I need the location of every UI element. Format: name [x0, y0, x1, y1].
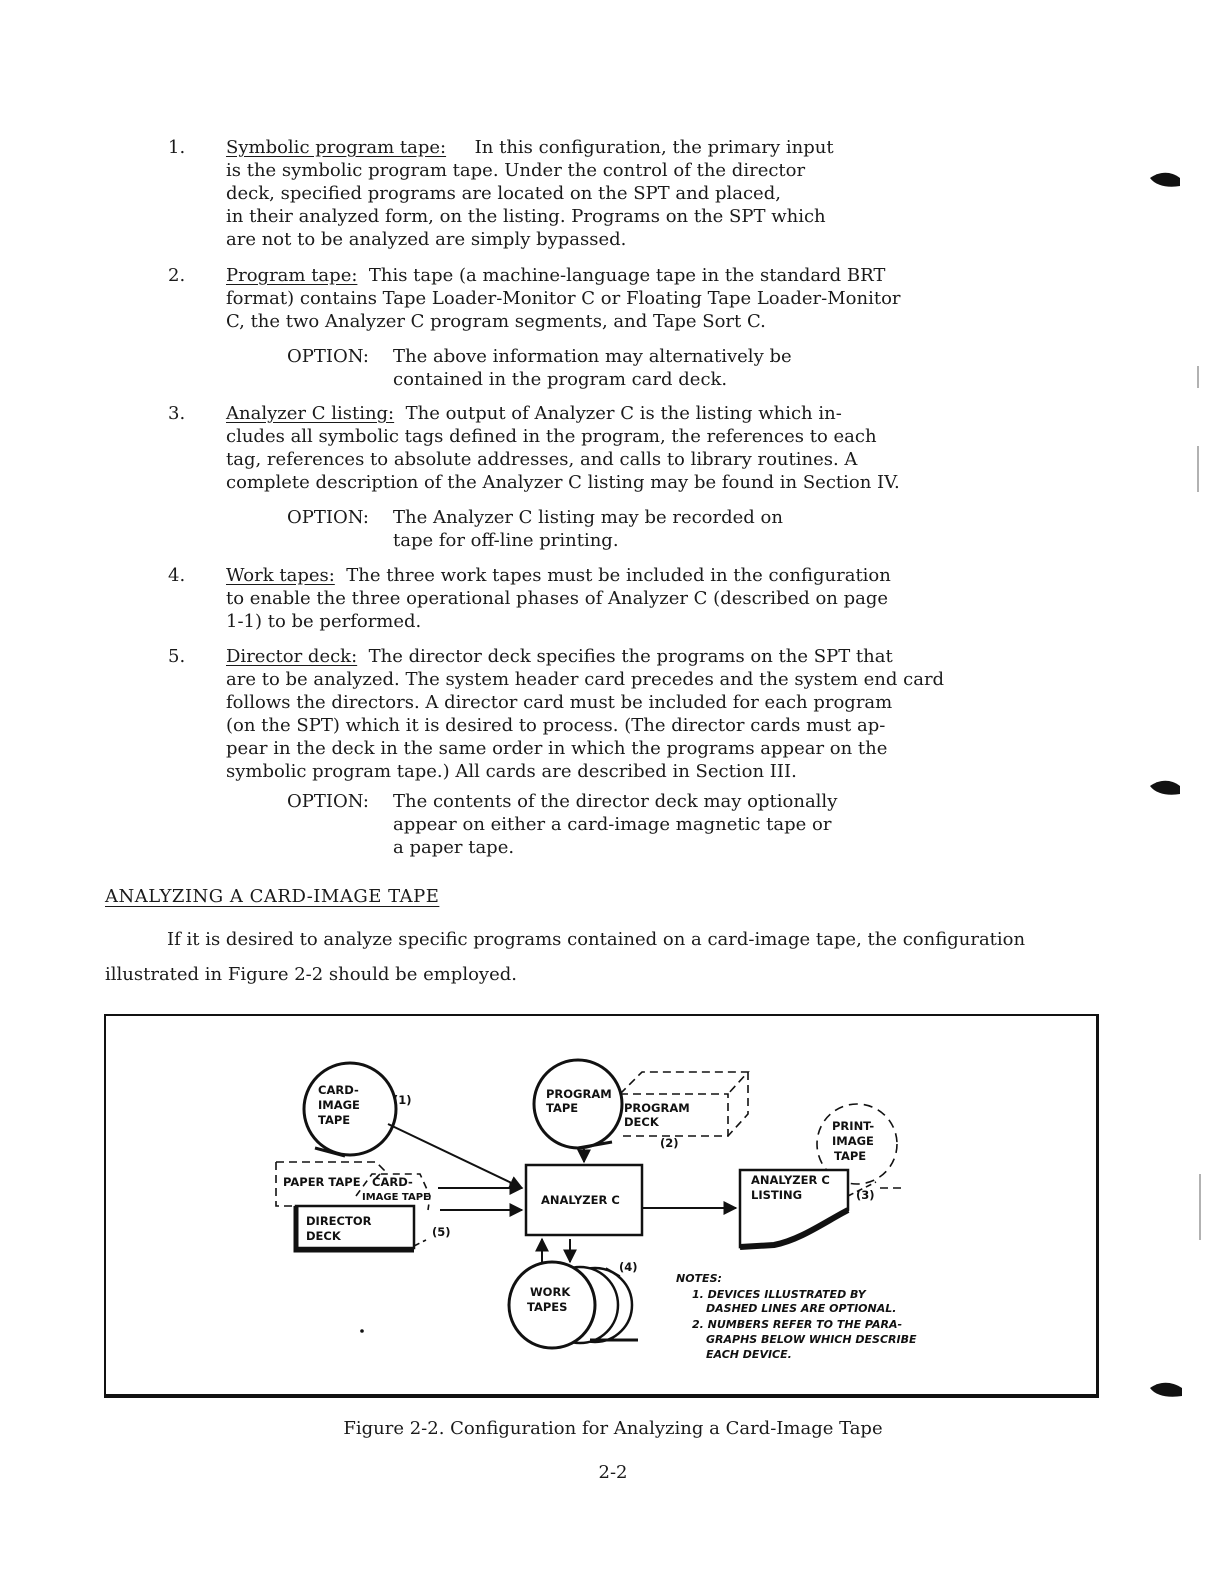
item-line: to enable the three operational phases of Analyzer C (described on page: [226, 588, 889, 609]
work-tapes: [509, 1260, 638, 1348]
item-number: 3.: [168, 403, 186, 424]
item-title: Director deck:: [226, 646, 358, 667]
item-line: complete description of the Analyzer C listing may be found in Section IV.: [226, 472, 900, 493]
analyzer-c-box: [526, 1165, 642, 1235]
program-tape-reel: [534, 1060, 622, 1148]
program-tape-label-2: TAPE: [546, 1101, 579, 1115]
item-line: are to be analyzed. The system header card precedes and the system end card: [226, 669, 945, 690]
option-line: The above information may alternatively be: [393, 346, 792, 367]
work-tapes-ref: (4): [619, 1260, 638, 1274]
item-line: in their analyzed form, on the listing. Programs on the SPT which: [226, 206, 826, 227]
director-deck-label-1: DIRECTOR: [306, 1214, 372, 1228]
card-image-tape-opt-label-2: IMAGE TAPE: [362, 1192, 430, 1203]
item-line: format) contains Tape Loader-Monitor C or Floating Tape Loader-Monitor: [226, 288, 901, 309]
analyzer-c-label: ANALYZER C: [541, 1193, 620, 1207]
item-line: is the symbolic program tape. Under the control of the director: [226, 160, 806, 181]
option-label: OPTION:: [287, 791, 369, 812]
print-image-tape-label-2: IMAGE: [832, 1134, 874, 1148]
page-number: 2-2: [598, 1462, 628, 1483]
program-deck-label-1: PROGRAM: [624, 1101, 690, 1115]
card-image-tape-label-3: TAPE: [318, 1113, 351, 1127]
item-title: Program tape:: [226, 265, 358, 286]
item-title: Work tapes:: [226, 565, 335, 586]
notes-line-2: DASHED LINES ARE OPTIONAL.: [706, 1302, 897, 1315]
card-image-tape-label-1: CARD-: [318, 1083, 359, 1097]
notes-heading: NOTES:: [676, 1272, 722, 1285]
item-line: The director deck specifies the programs on the SPT that: [368, 646, 893, 667]
analyzer-c-listing: [740, 1170, 875, 1247]
item-line: pear in the deck in the same order in which the programs appear on the: [226, 738, 888, 759]
item-line: symbolic program tape.) All cards are described in Section III.: [226, 761, 797, 782]
notes-line-1: 1. DEVICES ILLUSTRATED BY: [692, 1288, 866, 1301]
print-image-tape-label-3: TAPE: [834, 1149, 867, 1163]
item-line: The output of Analyzer C is the listing which in-: [405, 403, 842, 424]
director-deck-label-2: DECK: [306, 1229, 341, 1243]
work-tapes-label-2: TAPES: [527, 1300, 568, 1314]
item-line: C, the two Analyzer C program segments, and Tape Sort C.: [226, 311, 766, 332]
paper-tape-label: PAPER TAPE: [283, 1175, 361, 1189]
option-line: contained in the program card deck.: [393, 369, 728, 390]
option-label: OPTION:: [287, 507, 369, 528]
notes-line-4: GRAPHS BELOW WHICH DESCRIBE: [706, 1333, 917, 1346]
item-line: This tape (a machine-language tape in the standard BRT: [368, 265, 886, 286]
program-tape-label-1: PROGRAM: [546, 1087, 612, 1101]
item-number: 2.: [168, 265, 186, 286]
body-paragraph: If it is desired to analyze specific programs contained on a card-image tape, the configuration illustrated in Figure 2-2 should be employed.: [105, 929, 1026, 985]
item-title: Symbolic program tape:: [226, 137, 447, 158]
item-line: (on the SPT) which it is desired to process. (The director cards must ap-: [226, 715, 886, 736]
director-deck: [296, 1206, 451, 1250]
item-line: tag, references to absolute addresses, and calls to library routines. A: [226, 449, 858, 470]
item-number: 4.: [168, 565, 186, 586]
figure-caption: Figure 2-2. Configuration for Analyzing a Card-Image Tape: [343, 1418, 883, 1439]
item-number: 5.: [168, 646, 186, 667]
listing-label-1: ANALYZER C: [751, 1173, 830, 1187]
item-number: 1.: [168, 137, 186, 158]
card-image-tape-reel: [304, 1063, 412, 1156]
listing-label-2: LISTING: [751, 1188, 803, 1202]
section-heading: ANALYZING A CARD-IMAGE TAPE: [105, 886, 440, 907]
margin-marks: [1150, 173, 1182, 1397]
option-line: The Analyzer C listing may be recorded on: [393, 507, 783, 528]
item-line: The three work tapes must be included in the configuration: [346, 565, 891, 586]
diagram-notes: [676, 1272, 917, 1361]
item-line: follows the directors. A director card must be included for each program: [226, 692, 893, 713]
item-line: cludes all symbolic tags defined in the program, the references to each: [226, 426, 877, 447]
item-line: deck, specified programs are located on the SPT and placed,: [226, 183, 781, 204]
card-image-tape-ref: (1): [393, 1093, 412, 1107]
listing-ref: (3): [856, 1188, 875, 1202]
option-line: a paper tape.: [393, 837, 515, 858]
item-line: 1-1) to be performed.: [226, 611, 422, 632]
card-image-tape-label-2: IMAGE: [318, 1098, 360, 1112]
notes-line-5: EACH DEVICE.: [706, 1348, 792, 1361]
print-image-tape-label-1: PRINT-: [832, 1119, 875, 1133]
program-deck-label-2: DECK: [624, 1115, 659, 1129]
work-tapes-label-1: WORK: [530, 1285, 571, 1299]
item-line: In this configuration, the primary input: [474, 137, 834, 158]
option-line: The contents of the director deck may optionally: [393, 791, 838, 812]
item-title: Analyzer C listing:: [226, 403, 395, 424]
option-label: OPTION:: [287, 346, 369, 367]
margin-ticks: [1198, 366, 1200, 1240]
option-line: appear on either a card-image magnetic tape or: [393, 814, 832, 835]
director-deck-ref: (5): [432, 1225, 451, 1239]
program-deck-ref: (2): [660, 1136, 679, 1150]
card-image-tape-opt-label-1: CARD-: [372, 1175, 413, 1189]
option-line: tape for off-line printing.: [393, 530, 619, 551]
item-line: are not to be analyzed are simply bypassed.: [226, 229, 627, 250]
notes-line-3: 2. NUMBERS REFER TO THE PARA-: [692, 1318, 903, 1331]
